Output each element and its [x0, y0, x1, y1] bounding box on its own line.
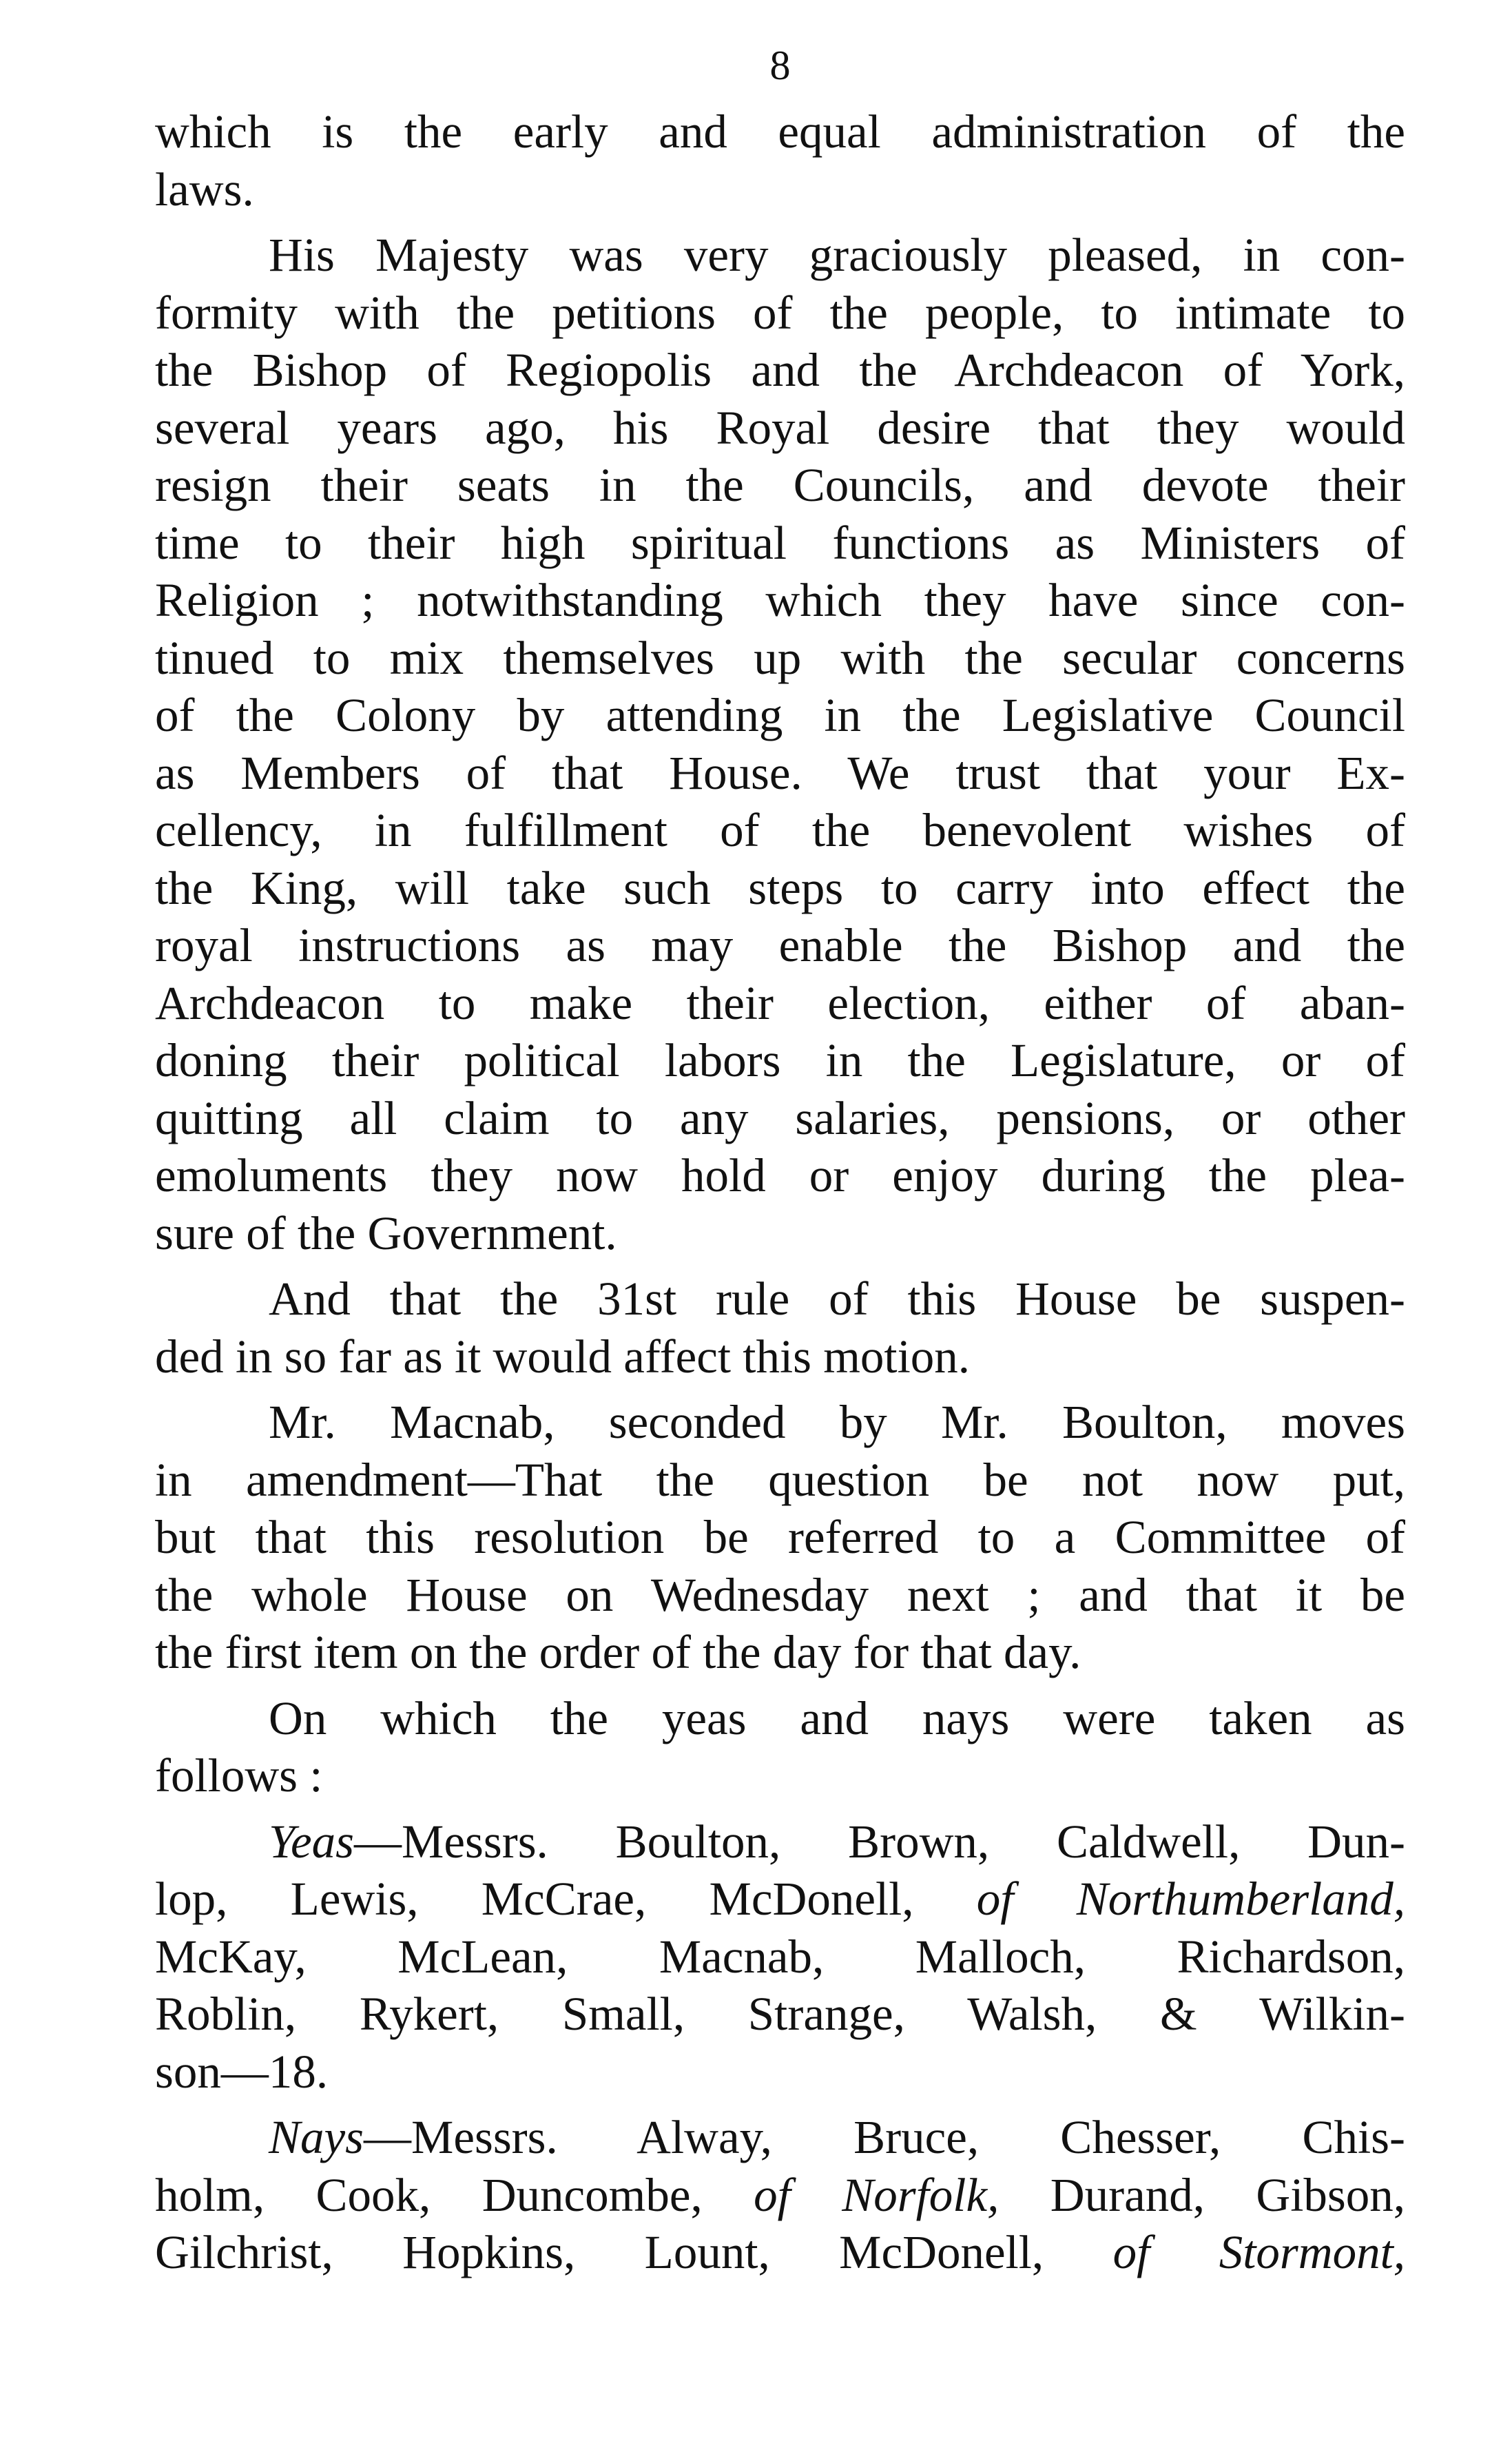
- text-line: but that this resolution be referred to a Committee of: [155, 1511, 1405, 1563]
- text-line: [155, 2224, 1405, 2282]
- nays-names: —Messrs. Alway, Bruce, Chesser, Chis-: [364, 2111, 1405, 2163]
- text-line: which is the early and equal administration of the: [155, 105, 1405, 158]
- text-line: McKay, McLean, Macnab, Malloch, Richardson,: [155, 1930, 1405, 1983]
- nays-names: holm, Cook, Duncombe,: [155, 2168, 754, 2221]
- nays-names-italic: of Stormont,: [1112, 2226, 1405, 2278]
- paragraph-continuation: [155, 103, 1405, 218]
- text-line: quitting all claim to any salaries, pensions, or other: [155, 1091, 1405, 1144]
- nays-label: Nays: [269, 2111, 364, 2163]
- nays-names: Gilchrist, Hopkins, Lount, McDonell,: [155, 2226, 1113, 2278]
- text-line: doning their political labors in the Legislature, or of: [155, 1034, 1405, 1086]
- text-line: tinued to mix themselves up with the secular concerns: [155, 631, 1405, 684]
- text-line: Archdeacon to make their election, either of aban-: [155, 976, 1405, 1029]
- nays-names-italic: of Norfolk,: [754, 2168, 1000, 2221]
- paragraph-nays: [155, 2109, 1405, 2282]
- text-line: the King, will take such steps to carry into effect the: [155, 861, 1405, 914]
- text-line: in amendment—That the question be not now put,: [155, 1453, 1405, 1506]
- text-line: [155, 1871, 1405, 1928]
- text-line: Roblin, Rykert, Small, Strange, Walsh, & Wilkin-: [155, 1988, 1405, 2040]
- text-line: [155, 2109, 1405, 2167]
- page-number: 8: [769, 43, 791, 88]
- text-line: Mr. Macnab, seconded by Mr. Boulton, moves: [269, 1396, 1405, 1448]
- text-line: laws.: [155, 163, 254, 216]
- text-line: several years ago, his Royal desire that they would: [155, 401, 1405, 454]
- text-line: And that the 31st rule of this House be suspen-: [269, 1273, 1405, 1325]
- text-line: ded in so far as it would affect this motion.: [155, 1330, 971, 1383]
- paragraph-majesty: [155, 227, 1405, 1262]
- text-line: [155, 2167, 1405, 2225]
- text-line: royal instructions as may enable the Bishop and the: [155, 919, 1405, 971]
- text-line: the first item on the order of the day for that day.: [155, 1626, 1081, 1678]
- text-line: time to their high spiritual functions as Ministers of: [155, 516, 1405, 569]
- paragraph-yeas-nays-intro: [155, 1690, 1405, 1805]
- text-line: the Bishop of Regiopolis and the Archdeacon of York,: [155, 344, 1405, 396]
- text-line: cellency, in fulfillment of the benevolent wishes of: [155, 804, 1405, 856]
- text-line: emoluments they now hold or enjoy during the plea-: [155, 1149, 1405, 1202]
- text-line: of the Colony by attending in the Legislative Council: [155, 689, 1405, 741]
- yeas-names: lop, Lewis, McCrae, McDonell,: [155, 1873, 977, 1925]
- document-page: [155, 34, 1405, 2418]
- paragraph-yeas: [155, 1813, 1405, 2101]
- yeas-names: —Messrs. Boulton, Brown, Caldwell, Dun-: [354, 1815, 1405, 1868]
- text-line: son—18.: [155, 2045, 329, 2098]
- yeas-label: Yeas: [269, 1815, 355, 1868]
- text-line: as Members of that House. We trust that your Ex-: [155, 746, 1405, 799]
- text-line: [155, 1813, 1405, 1871]
- text-line: follows :: [155, 1749, 323, 1802]
- text-line: sure of the Government.: [155, 1206, 617, 1259]
- yeas-names-italic: of Northumberland,: [976, 1873, 1405, 1925]
- text-line: His Majesty was very graciously pleased, in con-: [269, 229, 1405, 281]
- text-line: On which the yeas and nays were taken as: [269, 1691, 1405, 1744]
- paragraph-amendment: [155, 1394, 1405, 1682]
- text-line: the whole House on Wednesday next ; and that it be: [155, 1568, 1405, 1621]
- text-line: resign their seats in the Councils, and devote their: [155, 459, 1405, 511]
- text-line: Religion ; notwithstanding which they have since con-: [155, 574, 1405, 626]
- paragraph-rule-suspension: [155, 1270, 1405, 1385]
- text-line: formity with the petitions of the people, to intimate to: [155, 286, 1405, 339]
- nays-names: Durand, Gibson,: [999, 2168, 1405, 2221]
